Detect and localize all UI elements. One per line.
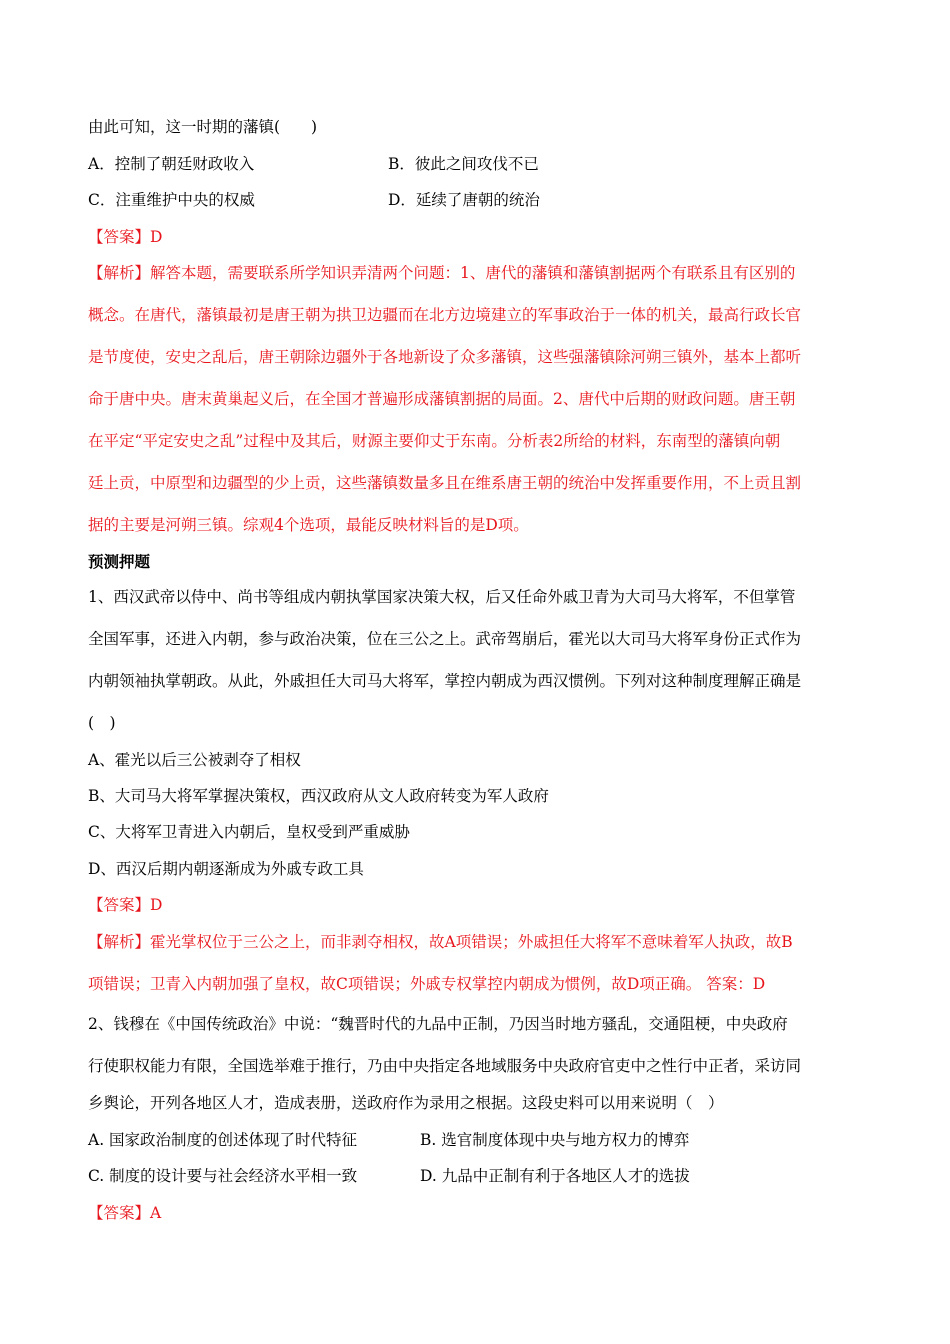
q2-option-a: A. 国家政治制度的创述体现了时代特征: [88, 1131, 358, 1149]
option-b: B．彼此之间攻伐不已: [388, 155, 539, 173]
option-d: D．延续了唐朝的统治: [388, 191, 540, 209]
analysis-line: 概念。在唐代，藩镇最初是唐王朝为拱卫边疆而在北方边境建立的军事政治于一体的机关，最高行政长官: [88, 306, 802, 324]
q1-option-b: B、大司马大将军掌握决策权，西汉政府从文人政府转变为军人政府: [88, 787, 549, 805]
section-title: 预测押题: [88, 552, 151, 571]
q1-stem-line: 内朝领袖执掌朝政。从此，外戚担任大司马大将军，掌控内朝成为西汉惯例。下列对这种制度理解正确是: [88, 672, 802, 690]
analysis-line: 命于唐中央。唐末黄巢起义后，在全国才普遍形成藩镇割据的局面。2、唐代中后期的财政问题。唐王朝: [88, 390, 796, 408]
q1-analysis-line: 项错误；卫青入内朝加强了皇权，故C项错误；外戚专权掌控内朝成为惯例，故D项正确。 答案：D: [88, 975, 766, 993]
analysis-line: 在平定“平定安史之乱”过程中及其后，财源主要仰丈于东南。分析表2所给的材料，东南型的藩镇向朝: [88, 432, 781, 450]
q2-stem-line: 乡舆论，开列各地区人才，造成表册，送政府作为录用之根据。这段史料可以用来说明（ ）: [88, 1094, 724, 1112]
q2-stem-line: 行使职权能力有限，全国选举难于推行，乃由中央指定各地域服务中央政府官吏中之性行中正者，采访同: [88, 1057, 802, 1075]
question-stem-tail: 由此可知，这一时期的藩镇( ): [88, 118, 318, 136]
answer-label: 【答案】D: [88, 228, 163, 246]
option-c: C．注重维护中央的权威: [88, 191, 255, 209]
options-row-ab: [88, 154, 868, 174]
analysis-line: 据的主要是河朔三镇。综观4个选项，最能反映材料旨的是D项。: [88, 516, 529, 534]
q1-option-d: D、西汉后期内朝逐渐成为外戚专政工具: [88, 860, 364, 878]
q2-option-b: B. 选官制度体现中央与地方权力的博弈: [420, 1131, 690, 1149]
q1-option-a: A、霍光以后三公被剥夺了相权: [88, 751, 301, 769]
q2-answer-label: 【答案】A: [88, 1204, 162, 1222]
q2-options-row-cd: [88, 1166, 868, 1186]
q1-option-c: C、大将军卫青进入内朝后，皇权受到严重威胁: [88, 823, 410, 841]
q1-stem-line: ( ): [88, 714, 116, 732]
q2-options-row-ab: [88, 1130, 868, 1150]
analysis-line: 廷上贡，中原型和边疆型的少上贡，这些藩镇数量多且在维系唐王朝的统治中发挥重要作用，不上贡且割: [88, 474, 802, 492]
q2-option-c: C. 制度的设计要与社会经济水平相一致: [88, 1167, 358, 1185]
q1-stem-line: 1、西汉武帝以侍中、尚书等组成内朝执掌国家决策大权，后又任命外戚卫青为大司马大将军，不但掌管: [88, 588, 796, 606]
analysis-line: 【解析】解答本题，需要联系所学知识弄清两个问题：1、唐代的藩镇和藩镇割据两个有联系且有区别的: [88, 264, 796, 282]
options-row-cd: [88, 190, 868, 210]
q2-option-d: D. 九品中正制有利于各地区人才的选拔: [420, 1167, 690, 1185]
q2-stem-line: 2、钱穆在《中国传统政治》中说：“魏晋时代的九品中正制，乃因当时地方骚乱，交通阻梗，中央政府: [88, 1015, 788, 1033]
analysis-line: 是节度使，安史之乱后，唐王朝除边疆外于各地新设了众多藩镇，这些强藩镇除河朔三镇外，基本上都听: [88, 348, 802, 366]
q1-stem-line: 全国军事，还进入内朝，参与政治决策，位在三公之上。武帝驾崩后，霍光以大司马大将军身份正式作为: [88, 630, 802, 648]
q1-analysis-line: 【解析】霍光掌权位于三公之上，而非剥夺相权，故A项错误；外戚担任大将军不意味着军人执政，故B: [88, 933, 793, 951]
q1-answer-label: 【答案】D: [88, 896, 163, 914]
option-a: A．控制了朝廷财政收入: [88, 155, 255, 173]
